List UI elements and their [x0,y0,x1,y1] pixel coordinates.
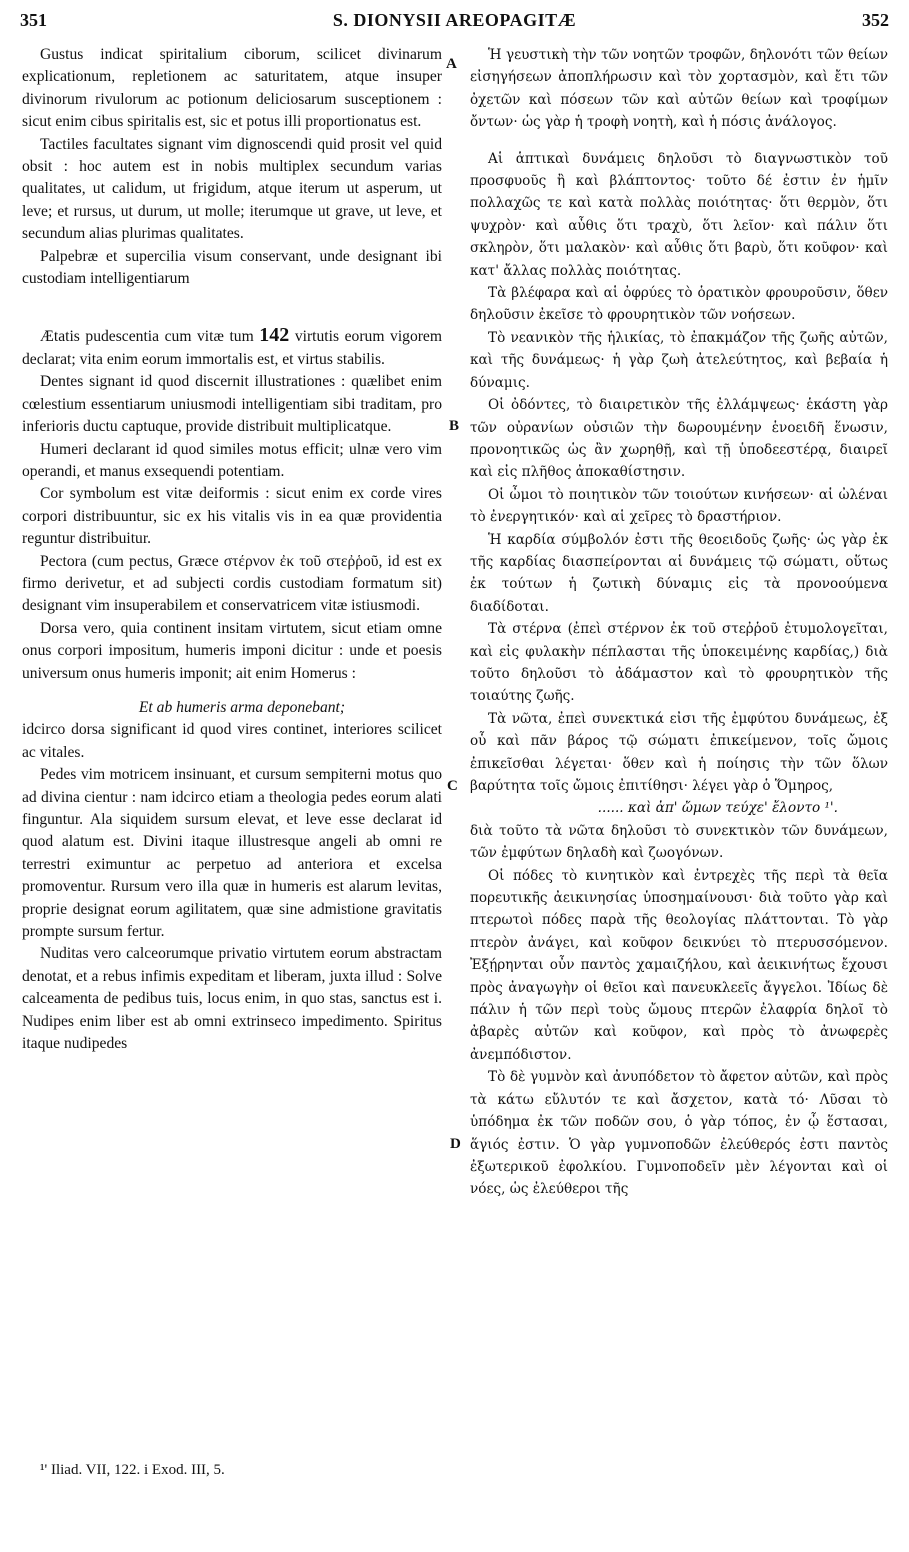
latin-paragraph: Dorsa vero, quia continent insitam virtutem, sicut etiam omne onus corpori impositum, humeris imponi dicitur : unde et poesis universum onus humeris imponit; ait enim Homerus : [22,619,442,682]
greek-paragraph: διὰ τοῦτο τὰ νῶτα δηλοῦσι τὸ συνεκτικὸν τῶν δυνάμεων, τῶν ἐμφύτων δηλαδὴ καὶ ζωογόνων. [470,822,888,862]
latin-paragraph: idcirco dorsa significant id quod vires continet, interiores scilicet ac vitales. [22,721,442,761]
greek-paragraph: Αἱ ἁπτικαὶ δυνάμεις δηλοῦσι τὸ διαγνωστικὸν τοῦ προσφυοῦς ἢ καὶ βλάπτοντος· τοῦτο δέ ἐστιν ἐν ἡμῖν πολλαχῶς τε καὶ κατὰ πολλὰς ποιότητας· ὅτι θερμὸν, ὅτι ψυχρὸν· καὶ αὖθις ὅτι τραχὺ, ὅτι λεῖον· καὶ πάλιν ὅτι σκληρὸν, ὅτι μαλακὸν· καὶ αὖθις ὅτι βαρὺ, ὅτι κοῦφον· καὶ κατ' ἄλλας πολλὰς ποιότητας. [470,150,888,279]
running-title: S. DIONYSII AREOPAGITÆ [332,10,577,30]
latin-paragraph: Tactiles facultates signant vim dignoscendi quid prosit vel quid obsit : hoc autem est in nobis multiplex secundum varias qualitates, ut calidum, ut frigidum, atque iterum ut asperum, ut leve; et rursus, ut durum, ut molle; iterumque ut grave, ut leve, et secundum alias plurimas qualitates. [22,135,442,243]
latin-paragraph: Humeri declarant id quod similes motus efficit; ulnæ vero vim operandi, et manus exsequendi potentiam. [22,440,442,480]
margin-letter-a: A [446,56,457,72]
greek-paragraph: Τὰ στέρνα (ἐπεὶ στέρνον ἐκ τοῦ στεῤῥοῦ ἐτυμολογεῖται, καὶ εἰς φυλακὴν πέπλασται τῆς ὑποκειμένης καρδίας,) διὰ τοῦτο δηλοῦσι τὸ ἀδάμαστον καὶ τὸ φρουρητικὸν τῆς τοιαύτης ζωῆς. [470,621,888,705]
latin-text: Ætatis pudescentia cum vitæ tum [40,328,254,346]
greek-paragraph: Τὰ βλέφαρα καὶ αἱ ὀφρύες τὸ ὁρατικὸν φρουροῦσιν, ὅθεν δηλοῦσιν ἐκεῖσε τὸ φρουρητικὸν τῶν νοήσεων. [470,285,888,324]
margin-letter-c: C [447,778,458,794]
latin-paragraph: Cor symbolum est vitæ deiformis : sicut enim ex corde vires corpori distribuuntur, sic ex his vitalis vis in ea quæ providentia reguntur distribuitur. [22,485,442,548]
greek-paragraph: Ἡ γευστικὴ τὴν τῶν νοητῶν τροφῶν, δηλονότι τῶν θείων εἰσηγήσεων ἀποπλήρωσιν καὶ τὸν χορτασμὸν, καὶ ἔτι τῶν ὀχετῶν καὶ πόσεων τῶν καὶ αὐτῶν θείων καὶ τροφίμων ὄντων· ὡς γὰρ ἡ τροφὴ νοητὴ, καὶ ἡ πόσις ἀνάλογος. [470,47,888,131]
greek-paragraph: Τὸ δὲ γυμνὸν καὶ ἀνυπόδετον τὸ ἄφετον αὐτῶν, καὶ πρὸς τὰ κάτω εὔλυτόν τε καὶ ἄσχετον, κατὰ τό· Λῦσαι τὸ ὑπόδημα ἐκ τῶν ποδῶν σου, ὁ γὰρ τόπος, ἐν ᾧ ἕστασαι, ἅγιός ἐστιν. Ὁ γὰρ γυμνοποδῶν ἐλεύθερός ἐστι παντὸς ἐξωτερικοῦ ἐφολκίου. Γυμνοποδεῖν μὲν λέγονται καὶ οἱ νόες, ὡς ἐλεύθεροι τῆς [470,1069,888,1198]
latin-paragraph: Gustus indicat spiritalium ciborum, scilicet divinarum explicationum, repletionem ac saturitatem, atque insuper divinorum rivulorum ac potionum deliciosarum susceptionem : sicut enim cibus spiritalis est, sic et potus illi proportionatus est. [22,46,442,131]
latin-paragraph: Pectora (cum pectus, Græce στέρνον ἐκ τοῦ στεῤῥοῦ, id est ex firmo derivetur, et ad subjecti cordis custodiam formatum sit) designant vim insuperabilem et conservatricem vitæ istiusmodi. [22,552,442,615]
latin-paragraph: Nuditas vero calceorumque privatio virtutem eorum abstractam denotat, et a rebus infimis expeditam et liberam, juxta illud : Solve calceamenta de pedibus tuis, locus enim, in quo stas, sanctus est i. Nudipes enim liber est ab omni extrinseco impedimento. Spiritus itaque nudipedes [22,945,442,1053]
latin-paragraph: Pedes vim motricem insinuant, et cursum sempiterni motus quo ad divina cientur : nam idcirco etiam a theologia pedes eorum alati finguntur. Ala siquidem sursum elevat, et leve esse declarat id quod alatum est. Divini itaque illustresque angeli ab omni re terrestri eximuntur ac perpetuo ad anteriora et excelsa promoventur. Rursum vero illa quæ in humeris est alarum levitas, proprie designat eorum agilitatem, quæ sine admistione gravitatis prompte sursum fertur. [22,766,442,941]
latin-paragraph: Palpebræ et supercilia visum conservant, unde designant ibi custodiam intelligentiarum [22,247,442,288]
column-number: 142 [259,324,290,347]
greek-paragraph: Τὸ νεανικὸν τῆς ἡλικίας, τὸ ἐπακμάζον τῆς ζωῆς αὐτῶν, καὶ τῆς δυνάμεως· ἡ γὰρ ζωὴ ἀτελεύτητος, καὶ βεβαία ἡ δύναμις. [470,329,888,391]
latin-text: virtutis eorum vigorem declarat; vita enim eorum immortalis est, et virtus stabilis. [22,328,442,368]
greek-paragraph: Οἱ ὦμοι τὸ ποιητικὸν τῶν τοιούτων κινήσεων· αἱ ὠλέναι τὸ ἐνεργητικόν· καὶ αἱ χεῖρες τὸ δραστήριον. [470,486,888,526]
greek-verse: ...... καὶ ἀπ' ὤμων τεύχε' ἔλοντο ¹'. [597,800,838,817]
margin-letter-d: D [450,1136,461,1152]
page-header [0,10,909,36]
greek-paragraph: Οἱ πόδες τὸ κινητικὸν καὶ ἐντρεχὲς τῆς περὶ τὰ θεῖα πορευτικῆς ἀεικινησίας ὑποσημαίνουσι· διὰ τοῦτο γὰρ καὶ πτερωτοὶ πόδες παρὰ τῆς θεολογίας πλάττονται. Τὸ γὰρ πτερὸν ἀνάγει, καὶ κοῦφον δεικνύει τὸ πτερυσσόμενον. Ἐξῄρηνται οὖν παντὸς χαμαιζήλου, καὶ ἀεικινήτως ἔχουσι πρὸς ἀναγωγὴν οἱ θεῖοι καὶ πανευκλεεῖς ἄγγελοι. Ἰδίως δὲ πάλιν ἡ τῶν περὶ τοὺς ὤμους πτερῶν ἐλαφρία δηλοῖ τὸ ἀβαρὲς αὐτῶν καὶ κοῦφον, καὶ πρὸς τὸ ἀνωφερὲς ἀνεμπόδιστον. [470,867,888,1063]
greek-paragraph: Ἡ καρδία σύμβολόν ἐστι τῆς θεοειδοῦς ζωῆς· ὡς γὰρ ἐκ τῆς καρδίας διασπείρονται αἱ δυνάμεις τῷ σώματι, οὕτως ἐκ τούτων ἡ ζωτικὴ δύναμις εἰς τὰ προνοούμενα διαδίδοται. [470,531,888,615]
latin-column [22,44,442,1055]
footnote: ¹' Iliad. VII, 122. i Exod. III, 5. [40,1462,225,1478]
latin-verse: Et ab humeris arma deponebant; [138,698,346,716]
margin-letter-b: B [449,418,460,434]
page-number-right: 352 [862,10,889,30]
page-number-left: 351 [20,10,47,30]
latin-paragraph [22,324,442,371]
greek-paragraph: Τὰ νῶτα, ἐπεὶ συνεκτικά εἰσι τῆς ἐμφύτου δυνάμεως, ἐξ οὗ καὶ πᾶν βάρος τῷ σώματι ἐπικείμενον, τοῖς ὤμοις ἐπικεῖσθαι λέγεται· ὅθεν καὶ ἡ ποίησις τὴν τῶν ὅλων βαρύτητα τοῖς ὤμοις ἐπιτίθησι· λέγει γὰρ ὁ Ὅμηρος, [470,710,888,794]
latin-paragraph: Dentes signant id quod discernit illustrationes : quælibet enim cœlestium essentiarum uniusmodi intelligentiam sibi traditam, pro inferioris ductu captuque, provide distribuit multiplicatque. [22,373,442,436]
greek-column [470,44,888,1201]
greek-paragraph: Οἱ ὀδόντες, τὸ διαιρετικὸν τῆς ἐλλάμψεως· ἑκάστη γὰρ τῶν οὐρανίων οὐσιῶν τὴν δωρουμένην ἑνοειδῆ ἕνωσιν, προνοητικῶς ὡς ἂν χωρηθῇ, καὶ τῇ ὑποδεεστέρᾳ, διαιρεῖ καὶ εἰς πλῆθος ἀποκαθίστησιν. [470,397,888,481]
